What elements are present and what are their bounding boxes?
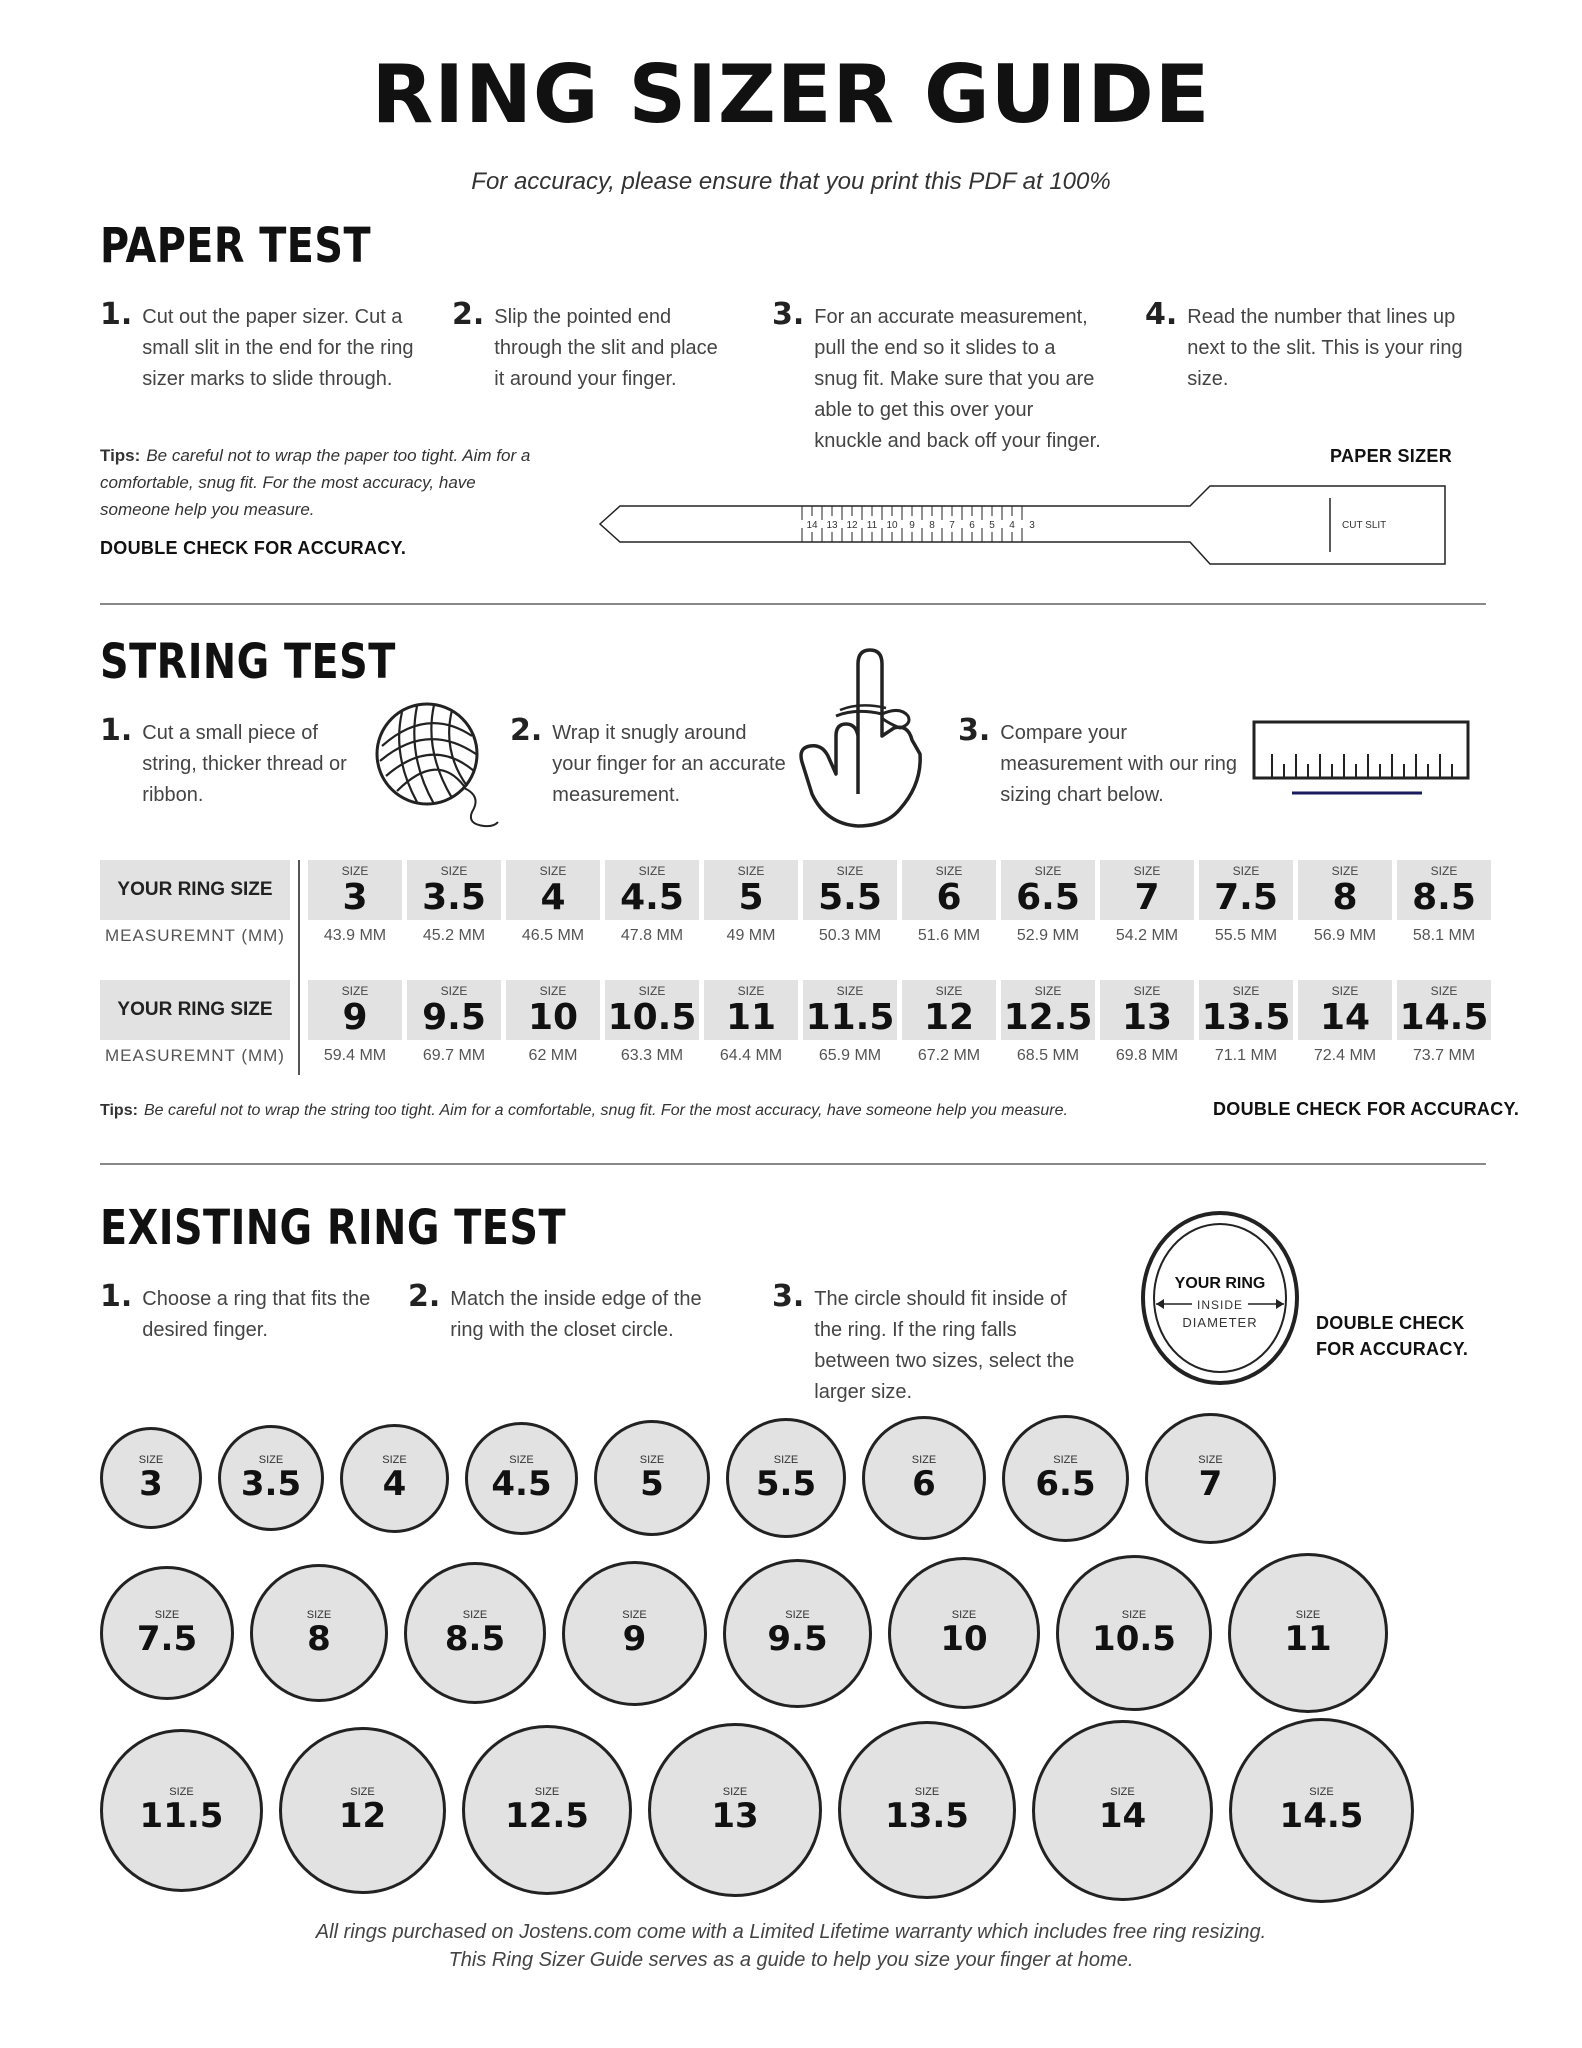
ring-size-circle: [726, 1418, 846, 1538]
size-small-label: SIZE: [1034, 984, 1062, 998]
circle-size-value: 9: [622, 1619, 647, 1659]
mm-value: 68.5 MM: [1016, 1047, 1080, 1064]
ring-size-circle: [1032, 1720, 1213, 1901]
step-text: Read the number that lines up next to the slit. This is your ring size.: [1187, 306, 1463, 390]
tips-label: Tips:: [100, 1102, 138, 1119]
circle-size-value: 4: [382, 1464, 407, 1504]
size-cell: [1397, 860, 1491, 920]
sizer-number: 4: [1009, 520, 1015, 531]
circle-size-label: SIZE: [622, 1609, 647, 1621]
size-value: 12: [923, 997, 975, 1038]
ring-size-chart: [100, 860, 1489, 1075]
size-cell: [902, 860, 996, 920]
size-small-label: SIZE: [539, 864, 567, 878]
size-small-label: SIZE: [935, 864, 963, 878]
ring-size-circle: [862, 1416, 986, 1540]
ring-size-circle: [594, 1420, 710, 1536]
circle-size-label: SIZE: [138, 1454, 164, 1466]
sizer-number: 12: [846, 520, 858, 531]
size-value: 11.5: [805, 997, 895, 1038]
size-cell: [506, 980, 600, 1040]
mm-value: 58.1 MM: [1412, 927, 1476, 944]
paper-step-2: [452, 297, 732, 395]
size-cell: [605, 980, 699, 1040]
size-cell: [308, 980, 402, 1040]
size-value: 7: [1134, 877, 1160, 918]
size-cell: [1199, 980, 1293, 1040]
step-number: 3.: [958, 713, 991, 748]
ring-size-circle: [1229, 1718, 1414, 1903]
ring-size-circle: [723, 1559, 872, 1708]
circle-size-label: SIZE: [306, 1609, 332, 1621]
sizer-number: 7: [949, 520, 955, 531]
circle-size-label: SIZE: [509, 1454, 534, 1466]
step-number: 2.: [510, 713, 543, 748]
circle-size-label: SIZE: [1295, 1609, 1321, 1621]
double-check-line: FOR ACCURACY.: [1316, 1339, 1469, 1359]
ring-size-circle: [465, 1422, 578, 1535]
sizer-number: 10: [886, 520, 898, 531]
sizer-number: 5: [989, 520, 995, 531]
size-value: 12.5: [1003, 997, 1093, 1038]
ring-size-circle: [1002, 1415, 1129, 1542]
paper-double-check: DOUBLE CHECK FOR ACCURACY.: [100, 538, 407, 558]
size-small-label: SIZE: [638, 984, 666, 998]
size-small-label: SIZE: [539, 984, 567, 998]
mm-value: 72.4 MM: [1313, 1047, 1377, 1064]
circle-size-label: SIZE: [1198, 1454, 1223, 1466]
mm-value: 50.3 MM: [818, 927, 882, 944]
step-text: Match the inside edge of the ring with the closet circle.: [450, 1288, 702, 1341]
ring-size-circle: [838, 1721, 1016, 1899]
mm-value: 64.4 MM: [719, 1047, 783, 1064]
mm-value: 47.8 MM: [620, 927, 684, 944]
circle-size-value: 3.5: [240, 1464, 302, 1504]
sizer-number: 9: [909, 520, 915, 531]
circle-size-label: SIZE: [534, 1786, 560, 1798]
circle-size-value: 12.5: [505, 1796, 589, 1836]
circle-size-value: 8.5: [444, 1619, 506, 1659]
step-number: 2.: [408, 1279, 441, 1314]
circle-size-value: 3: [139, 1464, 163, 1504]
string-tips: [100, 1097, 1200, 1124]
circle-size-label: SIZE: [911, 1454, 937, 1466]
string-test-title: STRING TEST: [100, 634, 396, 690]
size-cell: [803, 860, 897, 920]
paper-tips: [100, 442, 550, 523]
string-double-check: DOUBLE CHECK FOR ACCURACY.: [1213, 1099, 1520, 1119]
step-number: 1.: [100, 297, 133, 332]
circle-size-value: 10.5: [1092, 1619, 1176, 1659]
size-value: 5.5: [818, 877, 882, 918]
mm-value: 45.2 MM: [422, 927, 486, 944]
mm-value: 65.9 MM: [818, 1047, 882, 1064]
size-cell: [605, 860, 699, 920]
step-number: 3.: [772, 297, 805, 332]
size-cell: [308, 860, 402, 920]
footer-line: This Ring Sizer Guide serves as a guide to help you size your finger at home.: [448, 1949, 1134, 1971]
size-small-label: SIZE: [1133, 864, 1161, 878]
step-text: Choose a ring that fits the desired finger.: [142, 1288, 371, 1341]
step-text: Cut a small piece of string, thicker thread or ribbon.: [142, 722, 347, 806]
size-cell: [1298, 980, 1392, 1040]
size-row-label: YOUR RING SIZE: [100, 980, 290, 1040]
paper-sizer-strip: [590, 476, 1450, 572]
size-value: 6.5: [1016, 877, 1080, 918]
size-small-label: SIZE: [440, 984, 468, 998]
circle-size-label: SIZE: [154, 1609, 180, 1621]
size-value: 6: [936, 877, 962, 918]
string-step-2: [510, 713, 790, 811]
step-text: For an accurate measurement, pull the end so it slides to a snug fit. Make sure that you are able to get this over your knuckle and back off your finger.: [814, 306, 1101, 452]
ring-size-circle: [562, 1561, 707, 1706]
hand-with-string-icon: [796, 644, 946, 834]
step-text: Cut out the paper sizer. Cut a small slit in the end for the ring sizer marks to slide through.: [142, 306, 414, 390]
sizer-number: 6: [969, 520, 975, 531]
circle-size-value: 6.5: [1035, 1464, 1096, 1504]
mm-value: 62 MM: [528, 1047, 578, 1064]
circle-size-value: 11: [1284, 1619, 1332, 1659]
mm-value: 71.1 MM: [1214, 1047, 1278, 1064]
mm-value: 54.2 MM: [1115, 927, 1179, 944]
page-title: RING SIZER GUIDE: [371, 48, 1211, 141]
size-value: 10: [527, 997, 579, 1038]
size-value: 3: [342, 877, 368, 918]
step-number: 4.: [1145, 297, 1178, 332]
mm-value: 73.7 MM: [1412, 1047, 1476, 1064]
size-value: 14.5: [1399, 997, 1489, 1038]
size-cell: [902, 980, 996, 1040]
yarn-ball-icon: [372, 696, 502, 836]
circle-size-label: SIZE: [350, 1786, 375, 1798]
ring-size-circle: [100, 1729, 263, 1892]
ring-size-circle: [462, 1725, 632, 1895]
step-number: 1.: [100, 713, 133, 748]
circle-size-value: 13.5: [885, 1796, 969, 1836]
string-step-1: [100, 713, 370, 811]
size-value: 11: [725, 997, 777, 1038]
size-value: 13.5: [1201, 997, 1291, 1038]
size-small-label: SIZE: [836, 864, 864, 878]
size-value: 10.5: [607, 997, 697, 1038]
step-text: Wrap it snugly around your finger for an accurate measurement.: [552, 722, 786, 806]
mm-value: 51.6 MM: [917, 927, 981, 944]
ring-size-circle: [648, 1723, 822, 1897]
circle-size-label: SIZE: [773, 1454, 799, 1466]
size-small-label: SIZE: [440, 864, 468, 878]
size-cell: [1199, 860, 1293, 920]
size-cell: [1397, 980, 1491, 1040]
size-value: 9: [342, 997, 368, 1038]
size-value: 9.5: [422, 997, 486, 1038]
circle-size-label: SIZE: [1053, 1454, 1078, 1466]
sizer-number: 14: [806, 520, 818, 531]
your-ring-label: YOUR RING: [1174, 1275, 1266, 1292]
ring-size-circle: [1145, 1413, 1276, 1544]
circle-size-value: 4.5: [491, 1464, 552, 1504]
circle-size-label: SIZE: [914, 1786, 940, 1798]
size-small-label: SIZE: [341, 864, 369, 878]
inside-label: INSIDE: [1196, 1298, 1244, 1312]
ring-step-1: [100, 1279, 400, 1346]
existing-ring-test-title: EXISTING RING TEST: [100, 1200, 567, 1256]
size-value: 3.5: [422, 877, 486, 918]
size-small-label: SIZE: [1232, 864, 1260, 878]
circle-size-label: SIZE: [722, 1786, 748, 1798]
circle-size-value: 14: [1098, 1796, 1147, 1836]
footer-note: [0, 1918, 1582, 1974]
mm-value: 56.9 MM: [1313, 927, 1377, 944]
ring-size-circle: [218, 1425, 324, 1531]
size-small-label: SIZE: [737, 864, 765, 878]
ring-size-circle: [250, 1564, 388, 1702]
size-small-label: SIZE: [1232, 984, 1260, 998]
tips-text: Be careful not to wrap the paper too tight. Aim for a comfortable, snug fit. For the most accuracy, have someone help you measure.: [100, 446, 531, 519]
page-subtitle: For accuracy, please ensure that you print this PDF at 100%: [471, 168, 1111, 195]
ring-diameter-diagram: [1140, 1210, 1300, 1390]
section-divider: [100, 1163, 1486, 1165]
sizer-number: 3: [1029, 520, 1035, 531]
circle-size-label: SIZE: [169, 1786, 194, 1798]
size-small-label: SIZE: [1133, 984, 1161, 998]
ring-step-2: [408, 1279, 708, 1346]
string-step-3: [958, 713, 1248, 811]
size-cell: [704, 860, 798, 920]
circle-size-value: 5: [640, 1464, 664, 1504]
circle-size-label: SIZE: [382, 1454, 407, 1466]
sizer-number: 11: [866, 520, 878, 531]
size-small-label: SIZE: [935, 984, 963, 998]
mm-value: 63.3 MM: [620, 1047, 684, 1064]
circle-size-label: SIZE: [1110, 1786, 1135, 1798]
circle-size-value: 8: [307, 1619, 331, 1659]
mm-value: 69.7 MM: [422, 1047, 486, 1064]
step-text: Compare your measurement with our ring sizing chart below.: [1000, 722, 1238, 806]
paper-step-4: [1145, 297, 1485, 395]
circle-size-label: SIZE: [462, 1609, 488, 1621]
size-cell: [1100, 980, 1194, 1040]
ring-double-check: [1316, 1310, 1468, 1362]
ring-size-circle: [888, 1557, 1040, 1709]
circle-size-label: SIZE: [258, 1454, 284, 1466]
cut-slit-label: CUT SLIT: [1342, 520, 1387, 531]
size-small-label: SIZE: [1331, 984, 1359, 998]
size-small-label: SIZE: [1430, 864, 1458, 878]
paper-sizer-label: PAPER SIZER: [1330, 446, 1452, 466]
circle-size-label: SIZE: [639, 1454, 665, 1466]
ring-size-circle: [279, 1727, 446, 1894]
size-value: 5: [738, 877, 764, 918]
size-value: 4.5: [620, 877, 684, 918]
size-value: 8: [1332, 877, 1358, 918]
mm-value: 43.9 MM: [323, 927, 387, 944]
circle-size-value: 7.5: [136, 1619, 198, 1659]
size-small-label: SIZE: [1430, 984, 1458, 998]
size-value: 14: [1319, 997, 1371, 1038]
size-small-label: SIZE: [341, 984, 369, 998]
tips-text: Be careful not to wrap the string too tight. Aim for a comfortable, snug fit. For the most accuracy, have someone help you measure.: [143, 1102, 1068, 1119]
circle-size-value: 5.5: [755, 1464, 817, 1504]
tips-label: Tips:: [100, 446, 141, 465]
size-small-label: SIZE: [1034, 864, 1062, 878]
size-cell: [1100, 860, 1194, 920]
table-separator: [298, 860, 300, 1075]
mm-value: 46.5 MM: [521, 927, 585, 944]
double-check-line: DOUBLE CHECK: [1316, 1313, 1465, 1333]
size-value: 13: [1121, 997, 1173, 1038]
step-text: Slip the pointed end through the slit and place it around your finger.: [494, 306, 718, 390]
circle-size-value: 14.5: [1279, 1796, 1364, 1836]
size-cell: [506, 860, 600, 920]
circle-size-label: SIZE: [1309, 1786, 1334, 1798]
size-cell: [407, 860, 501, 920]
step-number: 3.: [772, 1279, 805, 1314]
mm-value: 55.5 MM: [1214, 927, 1278, 944]
mm-value: 49 MM: [726, 927, 776, 944]
sizer-number: 8: [929, 520, 935, 531]
circle-size-value: 11.5: [139, 1796, 224, 1836]
paper-step-3: [772, 297, 1102, 457]
ring-size-circle: [100, 1427, 202, 1529]
circle-size-value: 6: [912, 1464, 936, 1504]
size-small-label: SIZE: [836, 984, 864, 998]
mm-row-label: MEASUREMNT (MM): [105, 1046, 285, 1065]
size-cell: [1001, 860, 1095, 920]
ruler-icon: [1252, 720, 1472, 800]
mm-row-label: MEASUREMNT (MM): [105, 926, 285, 945]
size-cell: [704, 980, 798, 1040]
section-divider: [100, 603, 1486, 605]
size-row-label: YOUR RING SIZE: [100, 860, 290, 920]
size-cell: [407, 980, 501, 1040]
mm-value: 59.4 MM: [323, 1047, 387, 1064]
size-cell: [1001, 980, 1095, 1040]
circle-size-value: 10: [940, 1619, 988, 1659]
circle-size-value: 9.5: [767, 1619, 828, 1659]
diameter-label: DIAMETER: [1182, 1315, 1258, 1330]
step-number: 1.: [100, 1279, 133, 1314]
ring-size-circle: [404, 1562, 546, 1704]
ring-size-circle: [100, 1566, 234, 1700]
ring-size-circle: [340, 1424, 449, 1533]
circle-size-value: 12: [338, 1796, 387, 1836]
circle-size-label: SIZE: [785, 1609, 810, 1621]
size-small-label: SIZE: [1331, 864, 1359, 878]
circle-size-label: SIZE: [951, 1609, 977, 1621]
paper-step-1: [100, 297, 430, 395]
ring-size-circle: [1228, 1553, 1388, 1713]
mm-value: 52.9 MM: [1016, 927, 1080, 944]
size-cell: [803, 980, 897, 1040]
size-value: 7.5: [1214, 877, 1278, 918]
size-small-label: SIZE: [737, 984, 765, 998]
ring-size-circle: [1056, 1555, 1212, 1711]
step-number: 2.: [452, 297, 485, 332]
paper-test-title: PAPER TEST: [100, 218, 372, 274]
circle-size-value: 13: [711, 1796, 759, 1836]
ring-step-3: [772, 1279, 1082, 1408]
size-cell: [1298, 860, 1392, 920]
circle-size-value: 7: [1198, 1464, 1223, 1504]
step-text: The circle should fit inside of the ring. If the ring falls between two sizes, select the larger size.: [814, 1288, 1075, 1403]
mm-value: 69.8 MM: [1115, 1047, 1179, 1064]
sizer-number: 13: [826, 520, 838, 531]
size-value: 8.5: [1412, 877, 1476, 918]
size-small-label: SIZE: [638, 864, 666, 878]
mm-value: 67.2 MM: [917, 1047, 981, 1064]
footer-line: All rings purchased on Jostens.com come with a Limited Lifetime warranty which includes free ring resizing.: [315, 1921, 1267, 1943]
size-value: 4: [540, 877, 566, 918]
circle-size-label: SIZE: [1121, 1609, 1147, 1621]
